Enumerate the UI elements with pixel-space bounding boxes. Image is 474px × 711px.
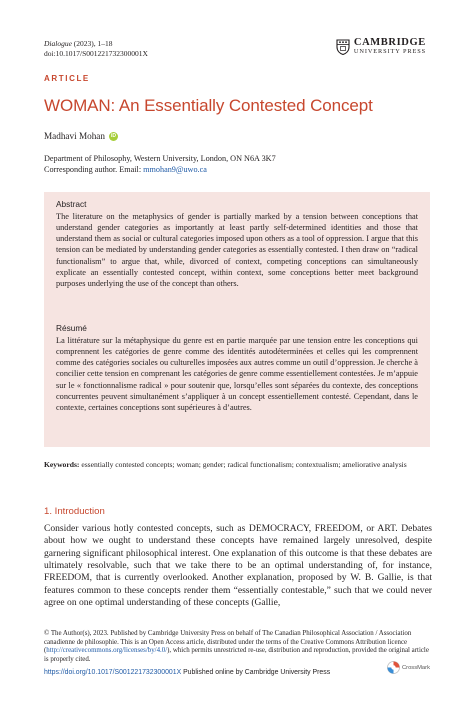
author-line (44, 131, 118, 141)
publisher-subtitle: UNIVERSITY PRESS (353, 48, 426, 55)
copyright-footnote (44, 630, 432, 664)
email-link[interactable]: mmohan9@uwo.ca (143, 165, 207, 174)
section-heading-introduction: 1. Introduction (44, 506, 105, 517)
resume-heading: Résumé (56, 323, 87, 333)
orcid-icon[interactable]: iD (110, 132, 116, 139)
crossmark-icon (387, 661, 400, 674)
crossmark-label: CrossMark (401, 664, 430, 671)
publisher-logo (336, 38, 426, 56)
affiliation (44, 153, 276, 175)
abstract-text: The literature on the metaphysics of gender is partially marked by a tension between conceptions that understand gender categories as importantly at least partly self-determined identities and those that understand them as social or cultural categories imposed upon others as a tool of oppression. I argue that this tension can be mediated by understanding gender categories as essentially contested. I then draw on “radical functionalism” to argue that, while, divorced of context, competing conceptions can simultaneously explicate an essentially contested concept, within context, some conceptions better meet background purposes underlying the use of the concept than others. (56, 212, 418, 288)
abstract-box (44, 192, 430, 447)
footnote-text-after: ), which permits unrestricted re-use, distribution and reproduction, provided the original article is properly cited. (44, 647, 429, 663)
crossmark-badge[interactable] (387, 661, 430, 674)
article-title: WOMAN: An Essentially Contested Concept (44, 96, 373, 115)
footnote-text-before: © The Author(s), 2023. Published by Cambridge University Press on behalf of The Canadian Philosophical Association / Association canadienne de philosophie. This is an Open Access article, distributed under the terms of the Creative Commons Attribution licence ( (44, 630, 412, 655)
author-name[interactable]: Madhavi Mohan (44, 131, 105, 141)
introduction-text: Consider various hotly contested concepts, such as DEMOCRACY, FREEDOM, or ART. Debates about how we ought to understand these concepts have remained largely unresolved, despite garnering significant philosophical interest. One explanation of this outcome is that these debates are ultimately resolvable, such that we take there to be an optimal understanding of, for instance, FREEDOM, that is currently overlooked. Another explanation, proposed by W. B. Gallie, is that features common to these concepts render them “essentially contestable,” such that we could never agree on one optimal understanding of these concepts (Gallie, (44, 523, 432, 609)
keywords-label: Keywords: (44, 460, 80, 469)
article-type-label: ARTICLE (44, 74, 90, 83)
corresponding-label: Corresponding author. Email: (44, 165, 144, 174)
published-online-text: Published online by Cambridge University Press (181, 669, 331, 676)
keywords-list: essentially contested concepts; woman; gender; radical functionalism; contextualism; ameliorative analysis (79, 460, 407, 469)
journal-name: Dialogue (44, 39, 72, 48)
doi-footer (44, 669, 330, 676)
cambridge-crest-icon (336, 39, 350, 55)
journal-header (44, 39, 148, 58)
license-link[interactable]: http://creativecommons.org/licenses/by/4.0/ (46, 647, 168, 655)
abstract-heading: Abstract (56, 199, 87, 209)
header-doi[interactable]: doi:10.1017/S001221732300001X (44, 48, 148, 58)
doi-link[interactable]: https://doi.org/10.1017/S001221732300001X (44, 669, 182, 676)
keywords (44, 460, 432, 470)
department: Department of Philosophy, Western University, London, ON N6A 3K7 (44, 154, 276, 163)
publisher-name: CAMBRIDGE (353, 37, 426, 48)
journal-citation: (2023), 1–18 (71, 39, 113, 48)
resume-text: La littérature sur la métaphysique du genre est en partie marquée par une tension entre les conceptions qui comprennent les catégories de genre comme des identités autodéterminées et celles qui les comprennent comme des catégories sociales ou culturelles imposées aux autres comme un outil d’oppression. Je cherche à concilier cette tension en comprenant les catégories de genre comme essentiellement contestées. Je m’appuie sur le « fonctionnalisme radical » pour soutenir que, lorsqu’elles sont séparées du contexte, des conceptions concurrentes peuvent simultanément s’appliquer à un concept essentiellement contesté. Cependant, dans le contexte, certaines conceptions sont supérieures à d’autres. (56, 336, 418, 412)
